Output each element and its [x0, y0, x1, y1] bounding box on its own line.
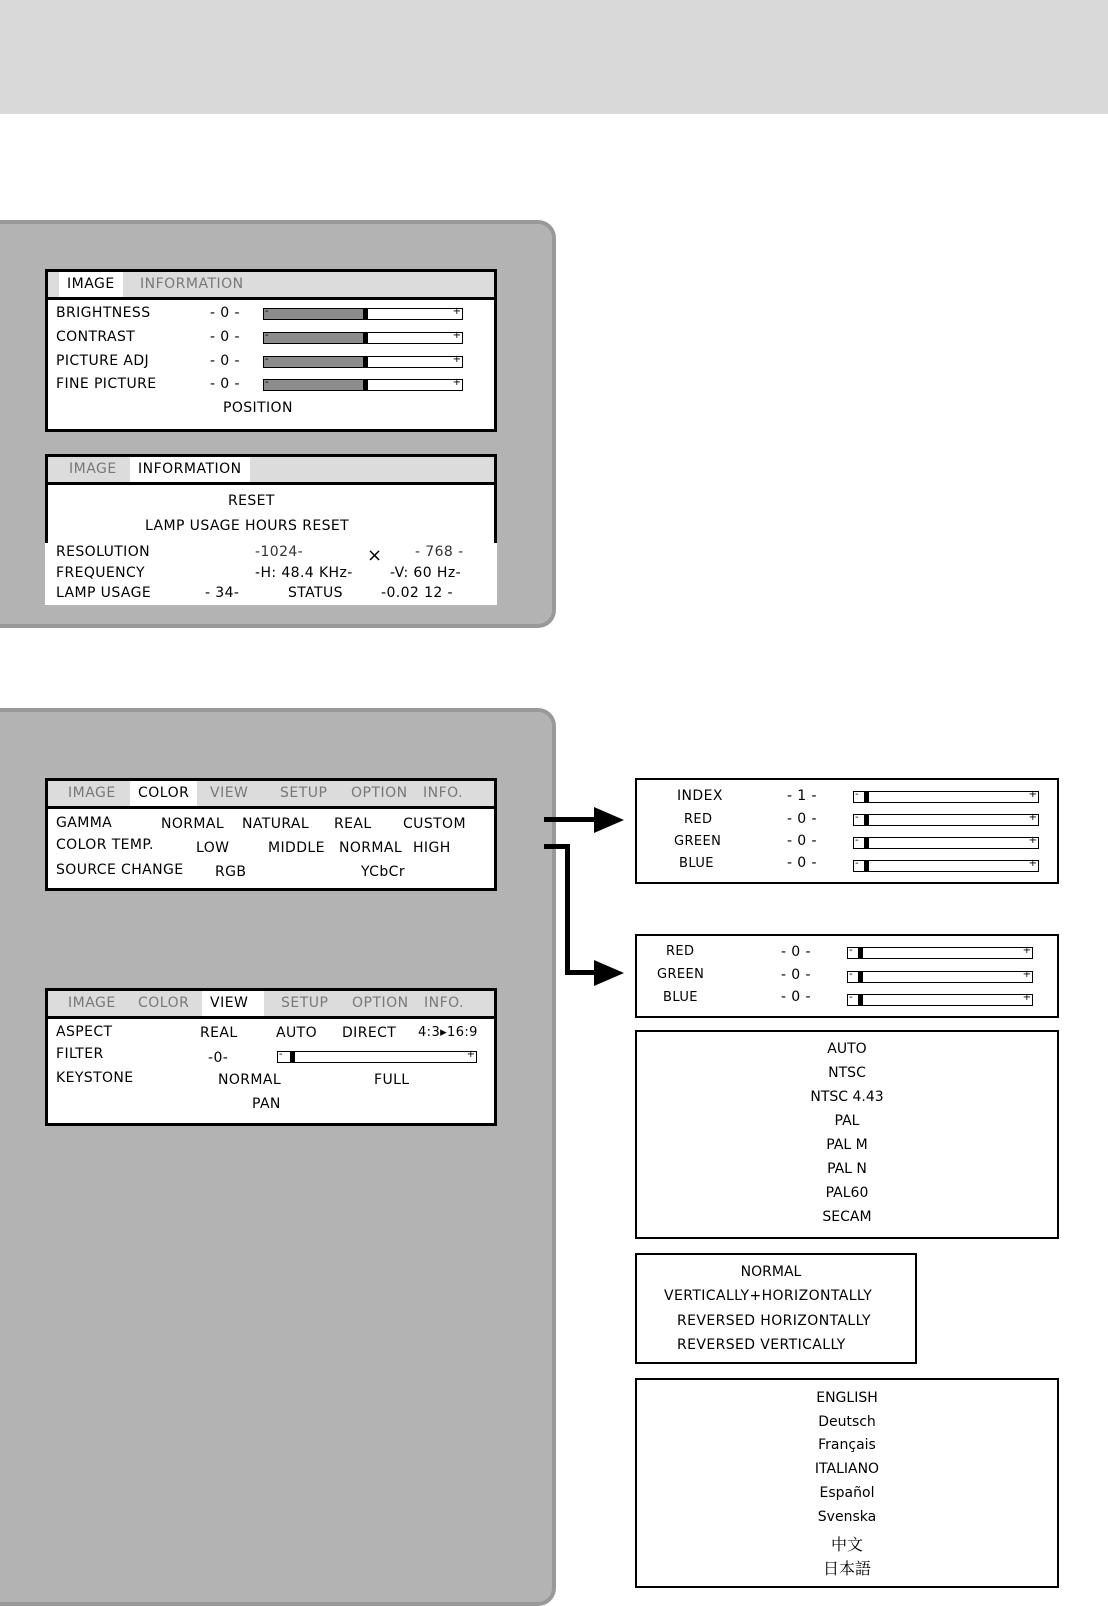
slider-minus-icon: -: [855, 789, 859, 800]
green-value: - 0 -: [781, 967, 811, 983]
temp-middle-option[interactable]: MIDDLE: [268, 840, 325, 856]
slider-minus-icon: -: [855, 835, 859, 846]
gamma-real-option[interactable]: REAL: [334, 816, 372, 832]
slider-thumb[interactable]: [290, 1052, 295, 1062]
list-item[interactable]: PAL N: [827, 1161, 867, 1177]
slider-minus-icon: -: [849, 992, 853, 1003]
image-menu-tabs: [48, 272, 494, 300]
slider-minus-icon: -: [265, 354, 269, 365]
red-label: RED: [684, 812, 713, 827]
aspect-label: ASPECT: [56, 1024, 113, 1040]
resolution-times-icon: ×: [367, 545, 383, 566]
tab-setup[interactable]: SETUP: [281, 995, 329, 1011]
slider-thumb[interactable]: [363, 380, 368, 390]
list-item[interactable]: SECAM: [822, 1209, 872, 1225]
tab-setup[interactable]: SETUP: [280, 785, 328, 801]
slider-thumb[interactable]: [858, 995, 863, 1005]
fine-picture-label: FINE PICTURE: [56, 376, 157, 392]
slider-plus-icon: +: [1022, 992, 1031, 1003]
keystone-full-option[interactable]: FULL: [374, 1072, 410, 1088]
contrast-slider[interactable]: [263, 332, 463, 344]
fine-picture-value: - 0 -: [210, 376, 240, 392]
list-item[interactable]: 中文: [830, 1535, 863, 1554]
source-ycbcr-option[interactable]: YCbCr: [361, 864, 405, 880]
list-item[interactable]: ITALIANO: [814, 1461, 880, 1477]
list-item[interactable]: Français: [818, 1437, 876, 1453]
slider-plus-icon: +: [1028, 812, 1037, 823]
image-menu: [45, 269, 497, 432]
position-option[interactable]: POSITION: [223, 400, 293, 416]
slider-plus-icon: +: [1028, 835, 1037, 846]
list-item[interactable]: NORMAL: [740, 1264, 802, 1280]
gamma-label: GAMMA: [56, 815, 113, 831]
information-menu-tabs: [48, 457, 494, 485]
slider-thumb[interactable]: [363, 333, 368, 343]
list-item[interactable]: Español: [819, 1485, 875, 1501]
list-item[interactable]: Deutsch: [818, 1414, 876, 1430]
picture-adj-value: - 0 -: [210, 353, 240, 369]
arrow-to-gamma-line: [544, 817, 596, 822]
aspect-4-3-to-16-9-option[interactable]: 4:3▸16:9: [418, 1025, 478, 1040]
temp-low-option[interactable]: LOW: [196, 840, 230, 856]
slider-minus-icon: -: [265, 330, 269, 341]
aspect-real-option[interactable]: REAL: [200, 1025, 238, 1041]
color-menu-tabs: [48, 781, 494, 809]
red-value: - 0 -: [781, 944, 811, 960]
slider-thumb[interactable]: [858, 948, 863, 958]
gamma-custom-option[interactable]: CUSTOM: [403, 816, 466, 832]
list-item[interactable]: REVERSED VERTICALLY: [677, 1337, 846, 1353]
slider-plus-icon: +: [1022, 945, 1031, 956]
projection-mode-list: [635, 1253, 917, 1364]
list-item[interactable]: PAL: [834, 1113, 860, 1129]
slider-plus-icon: +: [452, 354, 461, 365]
brightness-label: BRIGHTNESS: [56, 305, 151, 321]
blue-label: BLUE: [663, 990, 698, 1005]
color-menu: [45, 778, 497, 891]
list-item[interactable]: AUTO: [827, 1041, 867, 1057]
tab-view[interactable]: VIEW: [210, 785, 249, 801]
resolution-h-value: -1024-: [255, 544, 304, 560]
slider-thumb[interactable]: [864, 815, 869, 825]
custom-gamma-box: [635, 778, 1059, 884]
slider-thumb[interactable]: [858, 972, 863, 982]
tab-information[interactable]: INFORMATION: [130, 457, 250, 482]
picture-adj-label: PICTURE ADJ: [56, 353, 150, 369]
contrast-label: CONTRAST: [56, 329, 136, 345]
keystone-pan-option[interactable]: PAN: [252, 1096, 281, 1112]
information-menu: [45, 454, 497, 546]
color-temp-label: COLOR TEMP.: [56, 837, 154, 853]
arrow-to-temp-line-h2: [565, 970, 597, 975]
frequency-label: FREQUENCY: [56, 565, 145, 581]
red-slider[interactable]: [847, 947, 1033, 959]
source-change-label: SOURCE CHANGE: [56, 862, 184, 878]
slider-plus-icon: +: [452, 306, 461, 317]
list-item[interactable]: VERTICALLY+HORIZONTALLY: [664, 1288, 873, 1304]
reset-option[interactable]: RESET: [228, 493, 275, 509]
slider-plus-icon: +: [1022, 969, 1031, 980]
lamp-usage-hours-reset-option[interactable]: LAMP USAGE HOURS RESET: [145, 518, 350, 534]
high-color-temp-box: [635, 934, 1059, 1018]
brightness-slider[interactable]: [263, 308, 463, 320]
slider-plus-icon: +: [466, 1049, 475, 1060]
green-value: - 0 -: [787, 833, 817, 849]
fine-picture-slider-fill: [264, 380, 364, 390]
gamma-natural-option[interactable]: NATURAL: [242, 816, 310, 832]
slider-thumb[interactable]: [864, 838, 869, 848]
list-item[interactable]: PAL M: [826, 1137, 868, 1153]
keystone-label: KEYSTONE: [56, 1070, 134, 1086]
list-item[interactable]: REVERSED HORIZONTALLY: [677, 1313, 871, 1329]
view-menu: [45, 988, 497, 1126]
list-item[interactable]: 日本語: [822, 1559, 871, 1578]
arrow-head-icon: [594, 807, 624, 833]
language-list: [635, 1378, 1059, 1588]
information-readout: [45, 543, 497, 605]
slider-minus-icon: -: [265, 377, 269, 388]
green-label: GREEN: [657, 967, 705, 982]
aspect-direct-option[interactable]: DIRECT: [342, 1025, 397, 1041]
slider-minus-icon: -: [855, 812, 859, 823]
tab-option[interactable]: OPTION: [351, 785, 408, 801]
contrast-value: - 0 -: [210, 329, 240, 345]
red-value: - 0 -: [787, 811, 817, 827]
slider-minus-icon: -: [855, 858, 859, 869]
red-slider[interactable]: [853, 814, 1039, 826]
contrast-slider-fill: [264, 333, 364, 343]
picture-adj-slider-fill: [264, 357, 364, 367]
slider-plus-icon: +: [1028, 858, 1037, 869]
list-item[interactable]: NTSC: [828, 1065, 866, 1081]
list-item[interactable]: Svenska: [817, 1509, 877, 1525]
brightness-value: - 0 -: [210, 305, 240, 321]
lamp-usage-label: LAMP USAGE: [56, 585, 152, 601]
tab-color[interactable]: COLOR: [130, 781, 197, 806]
tab-option[interactable]: OPTION: [352, 995, 409, 1011]
frequency-v-value: -V: 60 Hz-: [390, 565, 462, 581]
lamp-usage-value: - 34-: [205, 585, 240, 601]
green-label: GREEN: [674, 834, 722, 849]
blue-value: - 0 -: [787, 855, 817, 871]
tab-view[interactable]: VIEW: [202, 991, 264, 1016]
green-slider[interactable]: [853, 837, 1039, 849]
picture-adj-slider[interactable]: [263, 356, 463, 368]
tab-information[interactable]: INFORMATION: [140, 276, 244, 292]
slider-minus-icon: -: [849, 945, 853, 956]
green-slider[interactable]: [847, 971, 1033, 983]
blue-slider[interactable]: [853, 860, 1039, 872]
slider-minus-icon: -: [849, 969, 853, 980]
video-system-list: [635, 1030, 1059, 1239]
gamma-normal-option[interactable]: NORMAL: [161, 816, 225, 832]
list-item[interactable]: NTSC 4.43: [810, 1089, 884, 1105]
slider-thumb[interactable]: [864, 792, 869, 802]
tab-color[interactable]: COLOR: [138, 995, 190, 1011]
tab-image[interactable]: IMAGE: [68, 995, 116, 1011]
blue-slider[interactable]: [847, 994, 1033, 1006]
resolution-v-value: - 768 -: [415, 544, 464, 560]
slider-thumb[interactable]: [363, 357, 368, 367]
tab-info[interactable]: INFO.: [424, 995, 465, 1011]
tab-image[interactable]: IMAGE: [69, 461, 117, 477]
arrow-head-icon: [594, 960, 624, 986]
status-value: -0.02 12 -: [381, 585, 453, 601]
blue-value: - 0 -: [781, 989, 811, 1005]
tab-image[interactable]: IMAGE: [68, 785, 116, 801]
list-item[interactable]: ENGLISH: [816, 1390, 878, 1406]
top-header-band: [0, 0, 1108, 114]
blue-label: BLUE: [679, 856, 714, 871]
brightness-slider-fill: [264, 309, 364, 319]
slider-plus-icon: +: [452, 330, 461, 341]
filter-label: FILTER: [56, 1046, 104, 1062]
index-value: - 1 -: [787, 788, 817, 804]
keystone-normal-option[interactable]: NORMAL: [218, 1072, 282, 1088]
arrow-to-temp-line-v: [565, 844, 570, 975]
temp-normal-option[interactable]: NORMAL: [339, 840, 403, 856]
slider-thumb[interactable]: [864, 861, 869, 871]
red-label: RED: [666, 944, 695, 959]
index-label: INDEX: [677, 788, 723, 804]
list-item[interactable]: PAL60: [825, 1185, 869, 1201]
status-label: STATUS: [288, 585, 343, 601]
slider-minus-icon: -: [265, 306, 269, 317]
slider-plus-icon: +: [1028, 789, 1037, 800]
temp-high-option[interactable]: HIGH: [413, 840, 451, 856]
source-rgb-option[interactable]: RGB: [215, 864, 247, 880]
slider-plus-icon: +: [452, 377, 461, 388]
filter-slider[interactable]: [277, 1051, 477, 1063]
tab-image[interactable]: IMAGE: [59, 272, 123, 297]
index-slider[interactable]: [853, 791, 1039, 803]
slider-minus-icon: -: [279, 1049, 283, 1060]
tab-info[interactable]: INFO.: [423, 785, 464, 801]
frequency-h-value: -H: 48.4 KHz-: [255, 565, 353, 581]
view-menu-tabs: [48, 991, 494, 1019]
slider-thumb[interactable]: [363, 309, 368, 319]
aspect-auto-option[interactable]: AUTO: [276, 1025, 317, 1041]
fine-picture-slider[interactable]: [263, 379, 463, 391]
filter-value: -0-: [208, 1050, 229, 1066]
resolution-label: RESOLUTION: [56, 544, 151, 560]
